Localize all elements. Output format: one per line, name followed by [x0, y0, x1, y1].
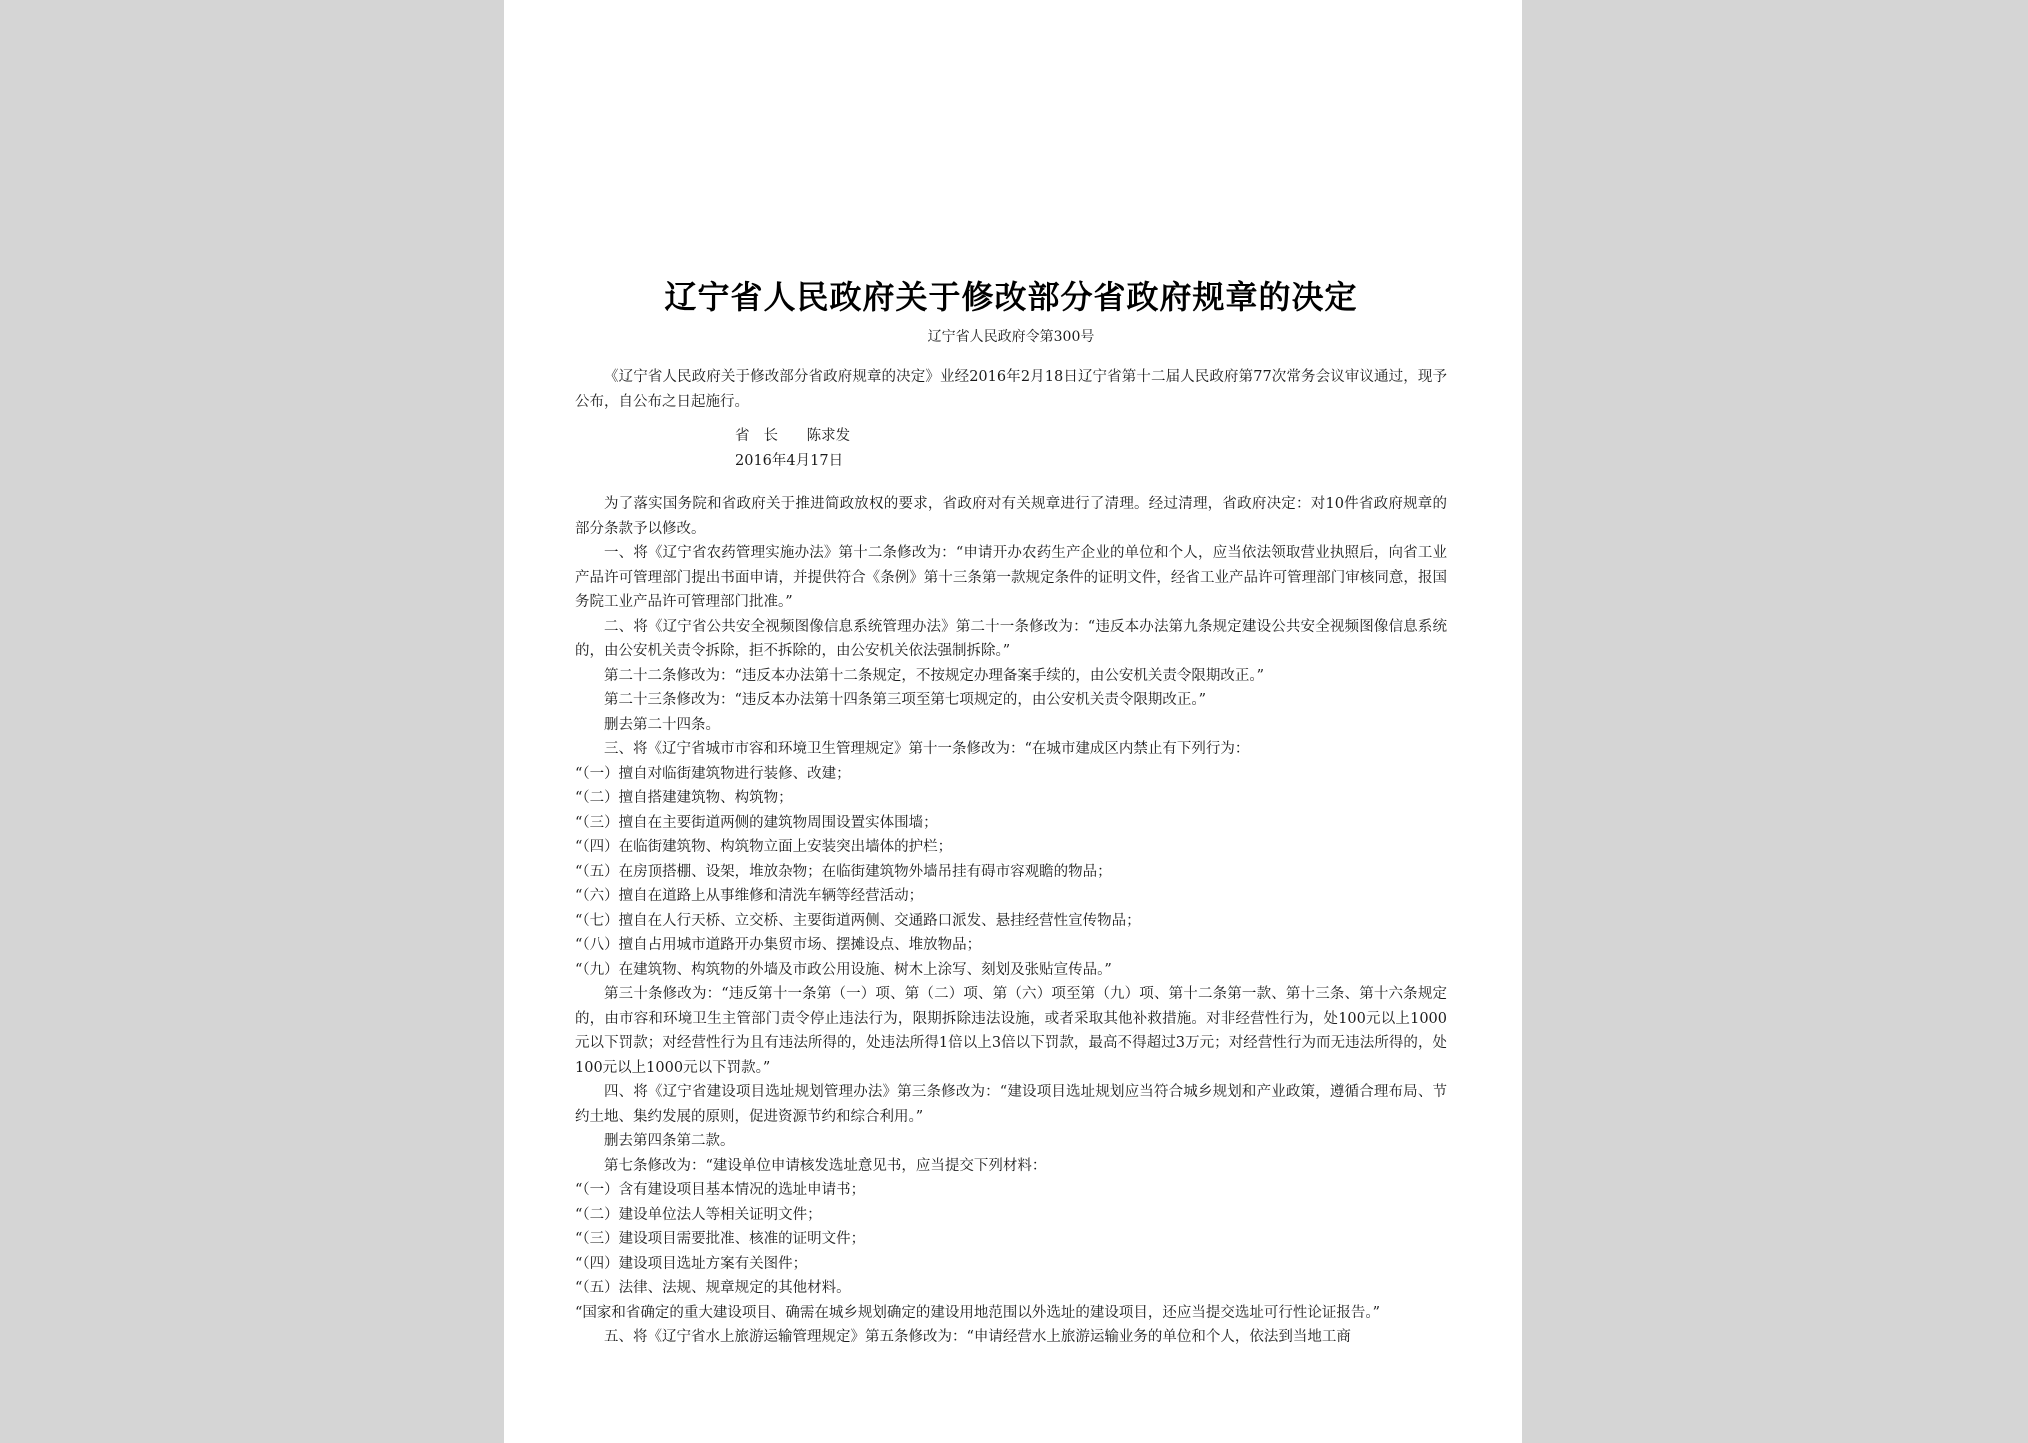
document-body: [575, 492, 1447, 1350]
body-paragraph: 删去第四条第二款。: [604, 1133, 735, 1149]
intro-paragraph: 《辽宁省人民政府关于修改部分省政府规章的决定》业经2016年2月18日辽宁省第十二届人民政府第77次常务会议审议通过，现予公布，自公布之日起施行。: [575, 369, 1447, 410]
list-item: “（七）擅自在人行天桥、立交桥、主要街道两侧、交通路口派发、悬挂经营性宣传物品；: [575, 912, 1141, 929]
signature-date: 2016年4月17日: [735, 453, 844, 469]
body-paragraph: 第二十三条修改为：“违反本办法第十四条第三项至第七项规定的，由公安机关责令限期改正。”: [604, 692, 1207, 708]
list-item: “（一）擅自对临街建筑物进行装修、改建；: [575, 765, 851, 782]
signature-row: [735, 424, 1447, 449]
list-item: “（五）在房顶搭棚、设架，堆放杂物；在临街建筑物外墙吊挂有碍市容观瞻的物品；: [575, 863, 1112, 880]
list-item: “（八）擅自占用城市道路开办集贸市场、摆摊设点、堆放物品；: [575, 937, 982, 953]
list-item: “（四）在临街建筑物、构筑物立面上安装突出墙体的护栏；: [575, 839, 953, 855]
list-item: “（五）法律、法规、规章规定的其他材料。: [575, 1280, 851, 1296]
body-paragraph: 一、将《辽宁省农药管理实施办法》第十二条修改为：“申请开办农药生产企业的单位和个人，应当依法领取营业执照后，向省工业产品许可管理部门提出书面申请，并提供符合《条例》第十三条第一款规定条件的证明文件，经省工业产品许可管理部门审核同意，报国务院工业产品许可管理部门批准。”: [575, 545, 1447, 610]
body-paragraph: 四、将《辽宁省建设项目选址规划管理办法》第三条修改为：“建设项目选址规划应当符合城乡规划和产业政策，遵循合理布局、节约土地、集约发展的原则，促进资源节约和综合利用。”: [575, 1084, 1447, 1125]
signature-block: [575, 424, 1447, 474]
signer-role: 省长: [735, 428, 792, 444]
body-paragraph: 为了落实国务院和省政府关于推进简政放权的要求，省政府对有关规章进行了清理。经过清理，省政府决定：对10件省政府规章的部分条款予以修改。: [575, 496, 1447, 537]
list-item: “（九）在建筑物、构筑物的外墙及市政公用设施、树木上涂写、刻划及张贴宣传品。”: [575, 961, 1112, 978]
body-paragraph: 第三十条修改为：“违反第十一条第（一）项、第（二）项、第（六）项至第（九）项、第十二条第一款、第十三条、第十六条规定的，由市容和环境卫生主管部门责令停止违法行为，限期拆除违法设施，或者采取其他补救措施。对非经营性行为，处100元以上1000元以下罚款；对经营性行为且有违法所得的，处违法所得1倍以上3倍以下罚款，最高不得超过3万元；对经营性行为而无违法所得的，处100元以上1000元以下罚款。”: [575, 986, 1447, 1076]
order-number: 辽宁省人民政府令第300号: [927, 329, 1095, 345]
signer-name: 陈求发: [806, 428, 851, 444]
list-item: “国家和省确定的重大建设项目、确需在城乡规划确定的建设用地范围以外选址的建设项目，还应当提交选址可行性论证报告。”: [575, 1304, 1381, 1321]
body-paragraph: 删去第二十四条。: [604, 716, 720, 733]
document-page: [504, 0, 1522, 1443]
list-item: “（二）擅自搭建建筑物、构筑物；: [575, 790, 793, 806]
body-paragraph: 二、将《辽宁省公共安全视频图像信息系统管理办法》第二十一条修改为：“违反本办法第九条规定建设公共安全视频图像信息系统的，由公安机关责令拆除，拒不拆除的，由公安机关依法强制拆除。”: [575, 618, 1447, 659]
list-item: “（二）建设单位法人等相关证明文件；: [575, 1206, 822, 1223]
list-item: “（四）建设项目选址方案有关图件；: [575, 1255, 808, 1272]
body-paragraph: 第七条修改为：“建设单位申请核发选址意见书，应当提交下列材料：: [604, 1157, 1047, 1174]
document-title: 辽宁省人民政府关于修改部分省政府规章的决定: [664, 278, 1358, 316]
list-item: “（三）擅自在主要街道两侧的建筑物周围设置实体围墙；: [575, 814, 938, 831]
body-paragraph: 三、将《辽宁省城市市容和环境卫生管理规定》第十一条修改为：“在城市建成区内禁止有下列行为：: [604, 741, 1250, 757]
body-paragraph: 五、将《辽宁省水上旅游运输管理规定》第五条修改为：“申请经营水上旅游运输业务的单位和个人，依法到当地工商: [604, 1329, 1351, 1345]
list-item: “（三）建设项目需要批准、核准的证明文件；: [575, 1231, 866, 1247]
list-item: “（六）擅自在道路上从事维修和清洗车辆等经营活动；: [575, 888, 924, 904]
body-paragraph: 第二十二条修改为：“违反本办法第十二条规定，不按规定办理备案手续的，由公安机关责令限期改正。”: [604, 667, 1265, 684]
list-item: “（一）含有建设项目基本情况的选址申请书；: [575, 1182, 866, 1198]
